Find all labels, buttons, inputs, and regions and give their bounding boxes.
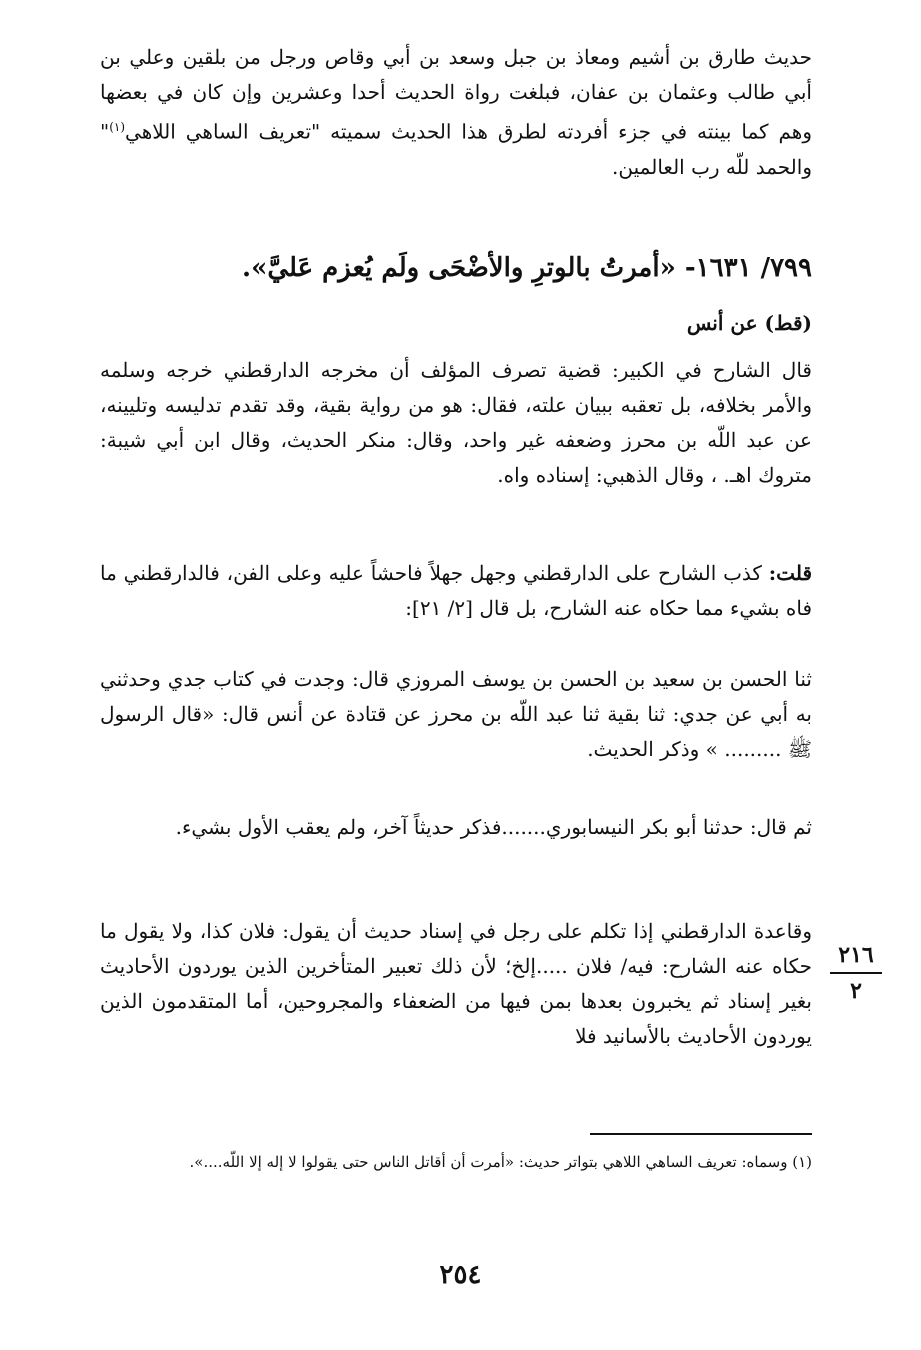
footnote-text: (١) وسماه: تعريف الساهي اللاهي بتواتر حديث: «أمرت أن أقاتل الناس حتى يقولوا لا إله إلا اللّه....». — [189, 1153, 812, 1171]
footnote — [100, 1146, 812, 1178]
margin-reference-top: ٢١٦ — [838, 942, 874, 968]
paragraph-1-text — [100, 40, 812, 185]
footnote-reference: (١) — [109, 120, 126, 134]
margin-reference-rule — [830, 972, 882, 974]
paragraph-6-text: وقاعدة الدارقطني إذا تكلم على رجل في إسناد حديث أن يقول: فلان كذا، ولا يقول ما حكاه عنه الشارح: فيه/ فلان .....إلخ؛ لأن ذلك تعبير المتأخرين الذين يوردون الأحاديث بغير إسناد ثم يخبرون بعدها بمن فيها من الضعفاء والمجروحين، أما المتقدمون الذين يوردون الأحاديث بالأسانيد فلا — [100, 919, 812, 1048]
paragraph-1-body: حديث طارق بن أشيم ومعاذ بن جبل وسعد بن أبي وقاص ورجل من بلقين وعلي بن أبي طالب وعثمان بن عفان، فبلغت رواة الحديث أحدا وعشرين وإن كان في بعضها وهم كما بينته في جزء أفردته لطرق هذا الحديث سميته "تعريف الساهي اللاهي — [100, 45, 812, 144]
hadith-heading: ٧٩٩/ ١٦٣١- «أمرتُ بالوترِ والأضْحَى ولَم يُعزم عَليَّ». — [242, 253, 812, 283]
footnote-separator — [590, 1133, 812, 1135]
paragraph-4 — [100, 662, 812, 767]
paragraph-5 — [100, 810, 812, 845]
paragraph-2 — [100, 353, 812, 493]
margin-reference — [826, 942, 886, 1004]
paragraph-3-text — [100, 556, 812, 626]
paragraph-2-text: قال الشارح في الكبير: قضية تصرف المؤلف أن مخرجه الدارقطني خرجه وسلمه والأمر بخلافه، بل تعقبه ببيان علته، فقال: هو من رواية بقية، وقد تقدم تدليسه وتليينه، عن عبد اللّه بن محرز وضعفه غير واحد، وقال: منكر الحديث، وقال ابن أبي شيبة: متروك اهـ. ، وقال الذهبي: إسناده واه. — [100, 358, 812, 487]
paragraph-3-lead: قلت: — [768, 561, 812, 585]
hadith-source: (قط) عن أنس — [686, 311, 812, 335]
paragraph-5-text: ثم قال: حدثنا أبو بكر النيسابوري.......فذكر حديثاً آخر، ولم يعقب الأول بشيء. — [175, 815, 812, 839]
paragraph-4-text: ثنا الحسن بن سعيد بن الحسن بن يوسف المروزي قال: وجدت في كتاب جدي وحدثني به أبي عن جدي: ثنا بقية ثنا عبد اللّه بن محرز عن قتادة عن أنس قال: «قال الرسول ﷺ ......... » وذكر الحديث. — [100, 667, 812, 761]
margin-reference-bottom: ٢ — [850, 978, 862, 1004]
paragraph-1-ending: " والحمد للّه رب العالمين. — [100, 119, 812, 179]
paragraph-3-body: كذب الشارح على الدارقطني وجهل جهلاً فاحشاً عليه وعلى الفن، فالدارقطني ما فاه بشيء مما حكاه عنه الشارح، بل قال [٢/ ٢١]: — [100, 561, 812, 620]
page-number: ٢٥٤ — [439, 1260, 482, 1290]
paragraph-1 — [100, 40, 812, 185]
paragraph-6 — [100, 914, 812, 1054]
paragraph-3 — [100, 556, 812, 626]
